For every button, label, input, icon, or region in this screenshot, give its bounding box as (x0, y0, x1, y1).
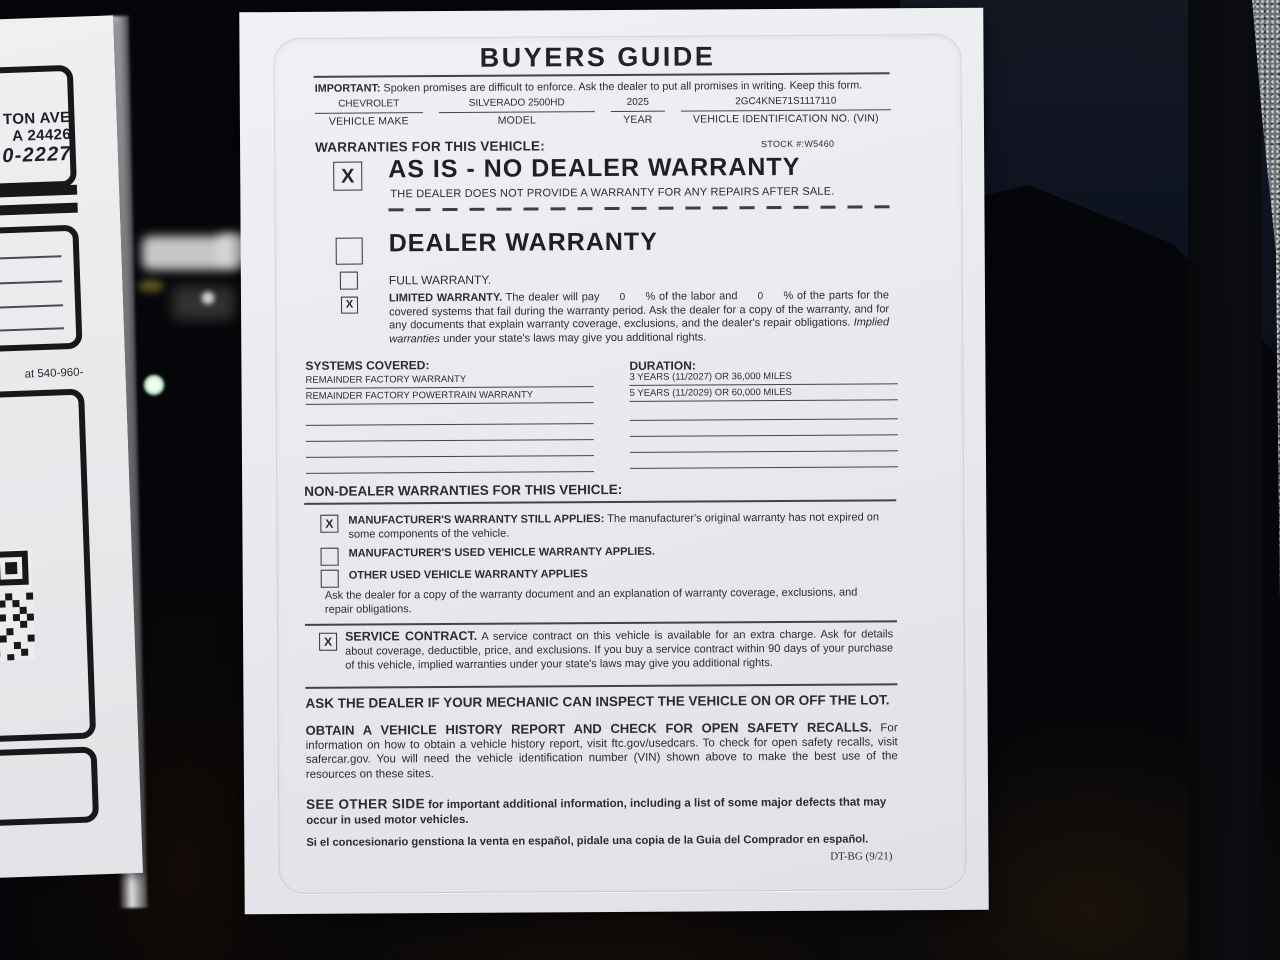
duration-blank-lines (630, 403, 898, 469)
limited-warranty-text: under your state's laws may give you additional rights. (439, 331, 707, 345)
glare-spot (143, 374, 165, 396)
blank-line (630, 451, 898, 469)
vehicle-vin-label: VEHICLE IDENTIFICATION NO. (VIN) (692, 112, 879, 126)
important-text: Spoken promises are difficult to enforce. Ask the dealer to put all promises in writing. Keep this form. (380, 79, 863, 95)
parts-percent-value: 0 (757, 291, 764, 303)
service-contract-paragraph (345, 627, 893, 673)
address-line: TON AVE (2, 108, 71, 129)
section-rule (305, 683, 897, 688)
systems-covered-heading: SYSTEMS COVERED: (305, 358, 430, 373)
limited-warranty-text: % of the parts for the covered systems that fail during the warranty period. Ask the dealer for a copy of the warranty, and for any documents that explain warranty coverage, exclusions, and the dealer's repair obligations. (389, 289, 890, 332)
blank-line (0, 304, 63, 310)
item-bold-label: OTHER USED VEHICLE WARRANTY APPLIES (348, 568, 588, 582)
blank-line (630, 419, 898, 437)
address-line: A 24426 (11, 125, 72, 145)
blank-line (0, 255, 61, 261)
vehicle-year-value: 2025 (611, 97, 665, 112)
important-label: IMPORTANT: (314, 82, 381, 95)
manufacturer-warranty-item (320, 511, 890, 542)
window-pillar (1188, 0, 1262, 960)
manufacturer-used-warranty-text (349, 546, 655, 566)
vehicle-model-label: MODEL (497, 114, 537, 127)
blank-line (0, 327, 64, 333)
as-is-checkbox: X (333, 162, 362, 191)
divider-bar (0, 185, 77, 201)
warranties-heading: WARRANTIES FOR THIS VEHICLE: (315, 138, 545, 155)
stock-number: STOCK #:W5460 (761, 138, 835, 150)
blank-line (306, 456, 594, 474)
vehicle-model-cell (439, 97, 595, 127)
obtain-history-paragraph (306, 720, 898, 781)
dealer-warranty-title: DEALER WARRANTY (388, 227, 658, 258)
qr-code-icon (0, 548, 35, 664)
form-title: BUYERS GUIDE (479, 41, 716, 73)
vehicle-vin-value: 2GC4KNE71S1117110 (681, 95, 891, 111)
dealer-warranty-checkbox (336, 238, 363, 265)
options-box (0, 225, 83, 355)
limited-warranty-lead: LIMITED WARRANTY. (388, 291, 503, 305)
other-used-warranty-item (321, 566, 891, 587)
dealer-address-block (0, 109, 72, 168)
divider-bar (0, 203, 78, 219)
important-note (315, 79, 892, 95)
vehicle-model-value: SILVERADO 2500HD (439, 97, 595, 113)
form-code: DT-BG (9/21) (830, 850, 893, 863)
vehicle-make-label: VEHICLE MAKE (328, 115, 409, 128)
blank-line (306, 408, 594, 426)
blank-line (0, 280, 62, 286)
item-text: The manufacturer's original warranty has not expired on some components of the vehicle. (348, 511, 880, 541)
limited-warranty-text: % of the labor and (645, 290, 738, 303)
dashed-rule (388, 205, 894, 211)
duration-entry: 3 YEARS (11/2027) OR 36,000 MILES (629, 370, 897, 386)
non-dealer-rule (304, 499, 896, 504)
vehicle-year-label: YEAR (623, 113, 653, 126)
spanish-note: Si el concesionario genstiona la venta en español, pidale una copia de la Guia del Comprador en español. (306, 833, 869, 849)
buyers-guide-form (299, 28, 900, 892)
vehicle-year-cell (611, 97, 665, 126)
limited-warranty-text: The dealer will pay (502, 291, 600, 304)
other-used-warranty-text (349, 568, 588, 587)
system-covered-entry: REMAINDER FACTORY POWERTRAIN WARRANTY (306, 389, 594, 405)
ask-dealer-heading: ASK THE DEALER IF YOUR MECHANIC CAN INSPECT THE VEHICLE ON OR OFF THE LOT. (305, 692, 890, 711)
vehicle-info-row (315, 95, 891, 128)
service-contract-lead: SERVICE CONTRACT. (345, 628, 478, 644)
other-used-warranty-checkbox (321, 570, 339, 588)
see-other-side-lead: SEE OTHER SIDE (306, 796, 426, 812)
item-bold-label: MANUFACTURER'S USED VEHICLE WARRANTY APPLIES. (348, 545, 655, 560)
bottom-box (0, 746, 99, 828)
phone-note: at 540-960- (24, 366, 84, 381)
system-covered-entry: REMAINDER FACTORY WARRANTY (305, 373, 593, 389)
service-contract-text: A service contract on this vehicle is available for an extra charge. Ask for details about coverage, deductible, price, and exclusions. If you buy a service contract within 90 days of your purchase of this vehicle, implied warranties under your state's laws may give you additional rights. (345, 628, 894, 672)
light-reflection (138, 280, 164, 292)
full-warranty-label: FULL WARRANTY. (388, 272, 492, 288)
blank-line (306, 424, 594, 442)
systems-blank-lines (306, 408, 594, 474)
duration-heading: DURATION: (629, 358, 696, 373)
non-dealer-note: Ask the dealer for a copy of the warranty document and an explanation of warranty coverage, exclusions, and repair obligations. (324, 586, 858, 616)
service-contract-checkbox: X (319, 633, 337, 651)
as-is-title: AS IS - NO DEALER WARRANTY (388, 152, 801, 184)
non-dealer-heading: NON-DEALER WARRANTIES FOR THIS VEHICLE: (304, 481, 623, 499)
blank-line (306, 440, 594, 458)
vehicle-vin-cell (681, 95, 891, 125)
obtain-history-lead: OBTAIN A VEHICLE HISTORY REPORT AND CHECK FOR OPEN SAFETY RECALLS. (305, 719, 873, 738)
manufacturer-used-warranty-checkbox (321, 548, 339, 566)
buyers-guide-sticker (239, 8, 988, 915)
full-warranty-checkbox (340, 272, 358, 290)
limited-warranty-paragraph (389, 289, 889, 346)
manufacturer-used-warranty-item (321, 544, 891, 565)
blank-line (630, 435, 898, 453)
vehicle-make-cell (315, 98, 423, 128)
as-is-subtitle: THE DEALER DOES NOT PROVIDE A WARRANTY FOR ANY REPAIRS AFTER SALE. (390, 185, 835, 201)
limited-warranty-checkbox: X (341, 297, 358, 314)
vehicle-make-value: CHEVROLET (315, 98, 423, 114)
dealer-phone-partial: 0-2227 (1, 142, 73, 168)
manufacturer-warranty-checkbox: X (320, 515, 338, 533)
blank-line (630, 403, 898, 421)
obtain-history-text: For information on how to obtain a vehicle history report, visit ftc.gov/usedcars. To check for open safety recalls, visit safercar.gov. You will need the vehicle identification number (VIN) shown above to make the best use of the resources on these sites. (305, 722, 898, 781)
item-bold-label: MANUFACTURER'S WARRANTY STILL APPLIES: (348, 513, 605, 527)
see-other-side-paragraph (306, 794, 898, 828)
labor-percent-value: 0 (619, 291, 626, 303)
glare-spot (200, 290, 216, 306)
section-rule (305, 620, 897, 625)
duration-entry: 5 YEARS (11/2029) OR 60,000 MILES (630, 386, 898, 402)
manufacturer-warranty-text (348, 511, 890, 542)
implied-warranties-italic: Implied warranties (389, 316, 890, 346)
see-other-side-text: for important additional information, including a list of some major defects that may occur in used motor vehicles. (306, 796, 887, 827)
